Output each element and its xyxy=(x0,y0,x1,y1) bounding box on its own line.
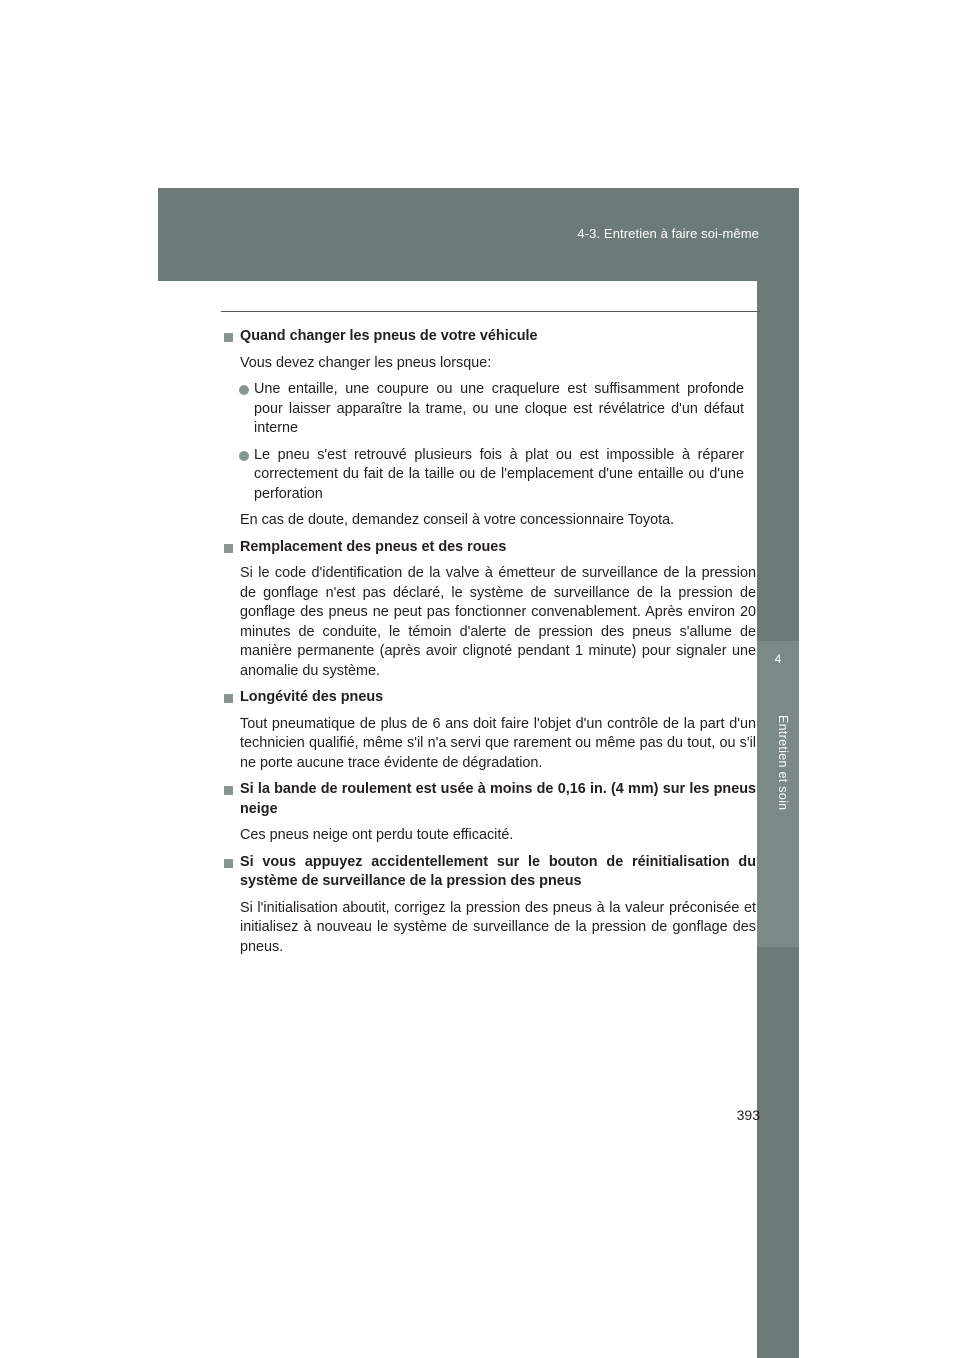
section-body: Ces pneus neige ont perdu toute efficacité. xyxy=(240,827,514,843)
section-heading: Quand changer les pneus de votre véhicule xyxy=(222,327,756,347)
bullet-list xyxy=(222,380,756,504)
list-item: Le pneu s'est retrouvé plusieurs fois à plat ou est impossible à réparer correctement du fait de la taille ou de l'emplacement d'une entaille ou d'une perforation xyxy=(222,446,756,505)
section-tire-longevity xyxy=(222,688,756,773)
section-body: Si l'initialisation aboutit, corrigez la pression des pneus à la valeur préconisée et initialisez à nouveau le système de surveillance de la pression de gonflage des pneus. xyxy=(240,899,756,955)
section-title: 4-3. Entretien à faire soi-même xyxy=(577,226,759,241)
section-heading: Si vous appuyez accidentellement sur le bouton de réinitialisation du système de surveillance de la pression des pneus xyxy=(222,853,756,892)
section-heading: Si la bande de roulement est usée à moins de 0,16 in. (4 mm) sur les pneus neige xyxy=(222,780,756,819)
page-content xyxy=(222,327,756,964)
section-heading: Longévité des pneus xyxy=(222,688,756,708)
chapter-number: 4 xyxy=(774,652,782,666)
chapter-side-tab xyxy=(757,281,799,1358)
section-body: Tout pneumatique de plus de 6 ans doit faire l'objet d'un contrôle de la part d'un technicien qualifié, même s'il n'a servi que rarement ou même pas du tout, ou s'il ne porte aucune trace évidente de dégradation. xyxy=(240,715,756,771)
circle-bullet-icon xyxy=(239,385,249,395)
square-bullet-icon xyxy=(224,786,233,795)
section-reset-button xyxy=(222,853,756,958)
circle-bullet-icon xyxy=(239,451,249,461)
page-number: 393 xyxy=(736,1107,760,1123)
square-bullet-icon xyxy=(224,859,233,868)
header-band xyxy=(158,188,799,281)
section-body: Si le code d'identification de la valve à émetteur de surveillance de la pression de gonflage n'est pas déclaré, le système de surveillance de la pression de gonflage des pneus ne peut pas fonctionner convenablement. Après environ 20 minutes de conduite, le témoin d'alerte de pression des pneus s'allume de manière permanente (après avoir clignoté pendant 1 minute) pour signaler une anomalie du système. xyxy=(240,565,756,679)
list-item: Une entaille, une coupure ou une craquelure est suffisamment profonde pour laisser apparaître la trame, ou une cloque est révélatrice d'un défaut interne xyxy=(222,380,756,439)
header-divider xyxy=(221,311,760,312)
square-bullet-icon xyxy=(224,544,233,553)
section-when-to-change xyxy=(222,327,756,531)
square-bullet-icon xyxy=(224,694,233,703)
section-intro: Vous devez changer les pneus lorsque: xyxy=(240,354,492,371)
section-tire-replacement xyxy=(222,538,756,682)
square-bullet-icon xyxy=(224,333,233,342)
section-heading: Remplacement des pneus et des roues xyxy=(222,538,756,558)
chapter-label: Entretien et soin xyxy=(776,715,790,811)
section-outro: En cas de doute, demandez conseil à votre concessionnaire Toyota. xyxy=(240,512,675,528)
section-snow-tire-wear xyxy=(222,780,756,846)
